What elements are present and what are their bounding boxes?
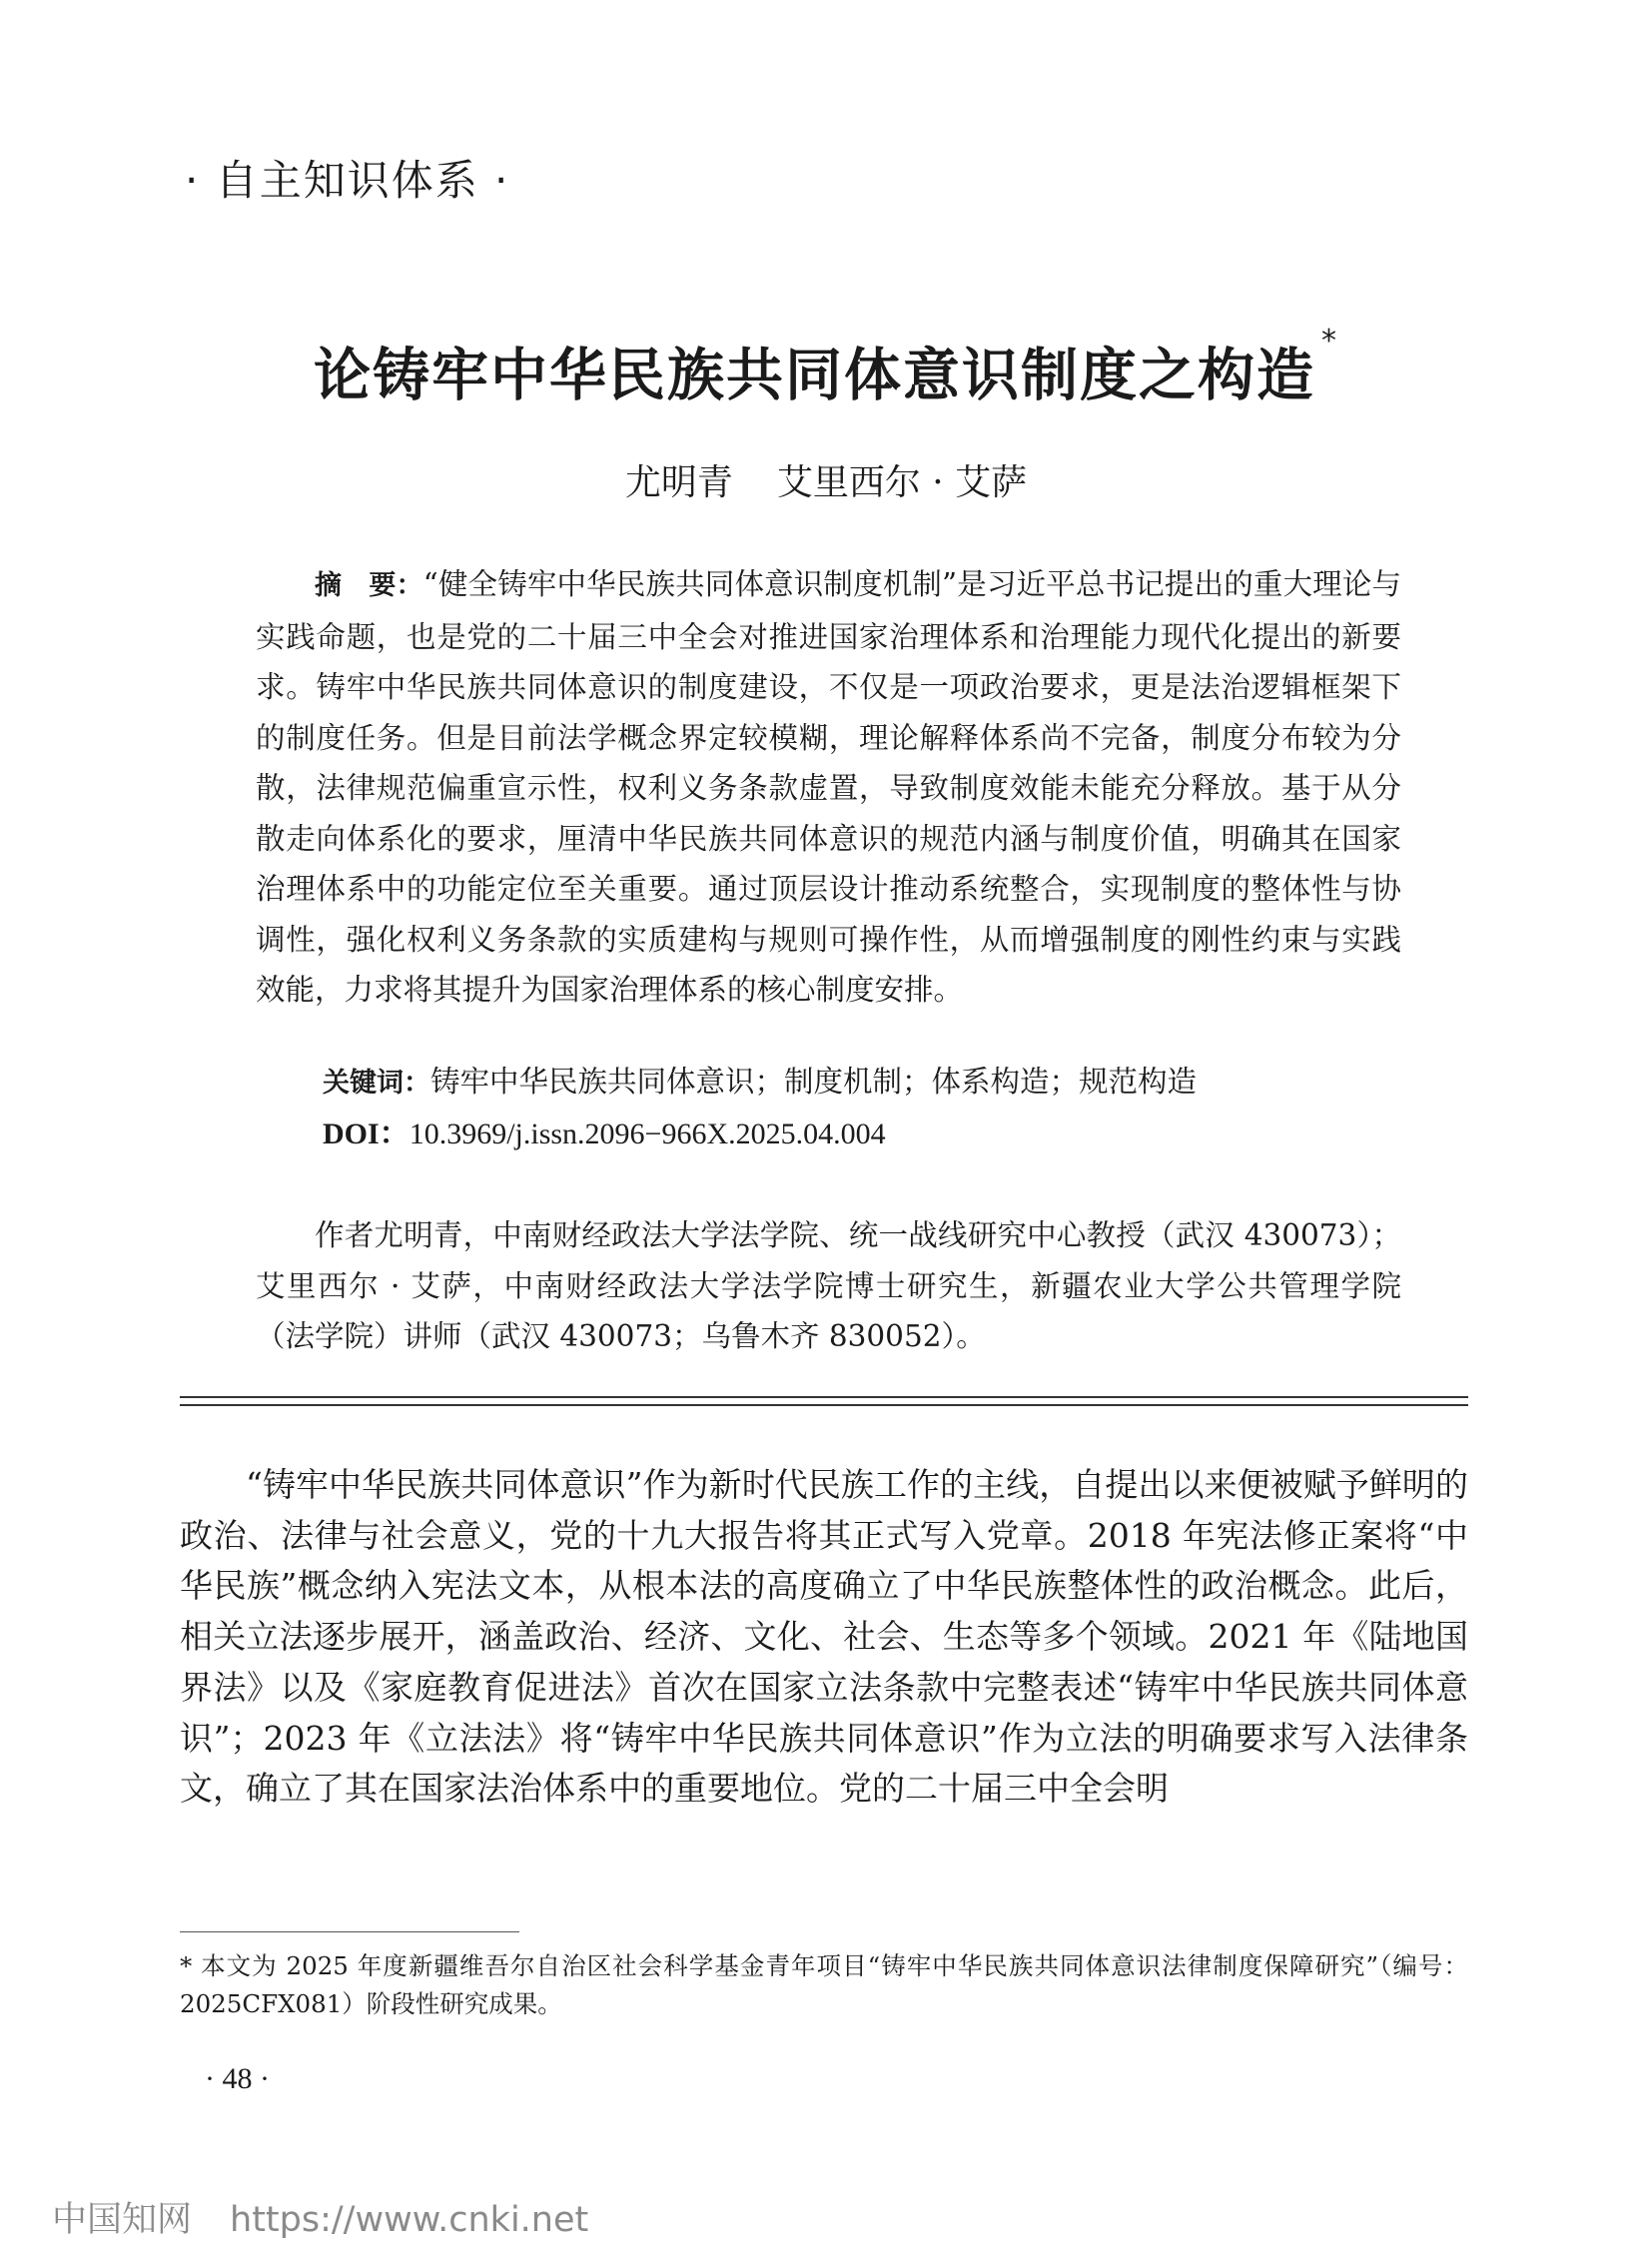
body-paragraph: “铸牢中华民族共同体意识”作为新时代民族工作的主线，自提出以来便被赋予鲜明的政治、法律与社会意义，党的十九大报告将其正式写入党章。2018 年宪法修正案将“中华民族”概念纳入宪法文本，从根本法的高度确立了中华民族整体性的政治概念。此后，相关立法逐步展开，涵盖政治、经济、文化、社会、生态等多个领域。2021 年《陆地国界法》以及《家庭教育促进法》首次在国家立法条款中完整表述“铸牢中华民族共同体意识”；2023 年《立法法》将“铸牢中华民族共同体意识”作为立法的明确要求写入法律条文，确立了其在国家法治体系中的重要地位。党的二十届三中全会明 xyxy=(180,1465,1468,1809)
footnote-divider xyxy=(180,1931,519,1932)
keywords-text: 铸牢中华民族共同体意识；制度机制；体系构造；规范构造 xyxy=(430,1065,1198,1099)
section-divider-top xyxy=(180,1396,1468,1398)
watermark-brand: 中国知网 xyxy=(52,2200,193,2240)
author-name: 艾里西尔 · 艾萨 xyxy=(776,462,1028,503)
author-list xyxy=(0,454,1652,505)
watermark xyxy=(52,2192,588,2242)
doi-label: DOI： xyxy=(323,1118,410,1150)
doi xyxy=(323,1109,886,1152)
keywords xyxy=(323,1059,1421,1101)
section-tag: · 自主知识体系 · xyxy=(185,156,510,205)
abstract-text: “健全铸牢中华民族共同体意识制度机制”是习近平总书记提出的重大理论与实践命题，也是党的二十届三中全会对推进国家治理体系和治理能力现代化提出的新要求。铸牢中华民族共同体意识的制度建设，不仅是一项政治要求，更是法治逻辑框架下的制度任务。但是目前法学概念界定较模糊，理论解释体系尚不完备，制度分布较为分散，法律规范偏重宣示性，权利义务条款虚置，导致制度效能未能充分释放。基于从分散走向体系化的要求，厘清中华民族共同体意识的规范内涵与制度价值，明确其在国家治理体系中的功能定位至关重要。通过顶层设计推动系统整合，实现制度的整体性与协调性，强化权利义务条款的实质建构与规则可操作性，从而增强制度的刚性约束与实践效能，力求将其提升为国家治理体系的核心制度安排。 xyxy=(256,567,1402,1007)
author-name: 尤明青 xyxy=(624,462,733,503)
keywords-label: 关键词： xyxy=(323,1068,430,1099)
title-footnote-mark: * xyxy=(1321,324,1338,359)
watermark-url: https://www.cnki.net xyxy=(230,2200,589,2240)
page-number: · 48 · xyxy=(205,2062,270,2095)
doi-value: 10.3969/j.issn.2096−966X.2025.04.004 xyxy=(409,1118,886,1150)
footnote: * 本文为 2025 年度新疆维吾尔自治区社会科学基金青年项目“铸牢中华民族共同体意识法律制度保障研究”（编号：2025CFX081）阶段性研究成果。 xyxy=(180,1951,1468,2018)
abstract-label: 摘 要： xyxy=(315,570,423,601)
abstract xyxy=(256,559,1401,1016)
author-info: 作者尤明青，中南财经政法大学法学院、统一战线研究中心教授（武汉 430073）；艾里西尔 · 艾萨，中南财经政法大学法学院博士研究生，新疆农业大学公共管理学院（法学院）讲师（武汉 430073；乌鲁木齐 830052）。 xyxy=(256,1218,1401,1353)
article-title xyxy=(0,324,1652,411)
section-divider-bottom xyxy=(180,1404,1468,1406)
article-title-text: 论铸牢中华民族共同体意识制度之构造 xyxy=(314,343,1315,408)
